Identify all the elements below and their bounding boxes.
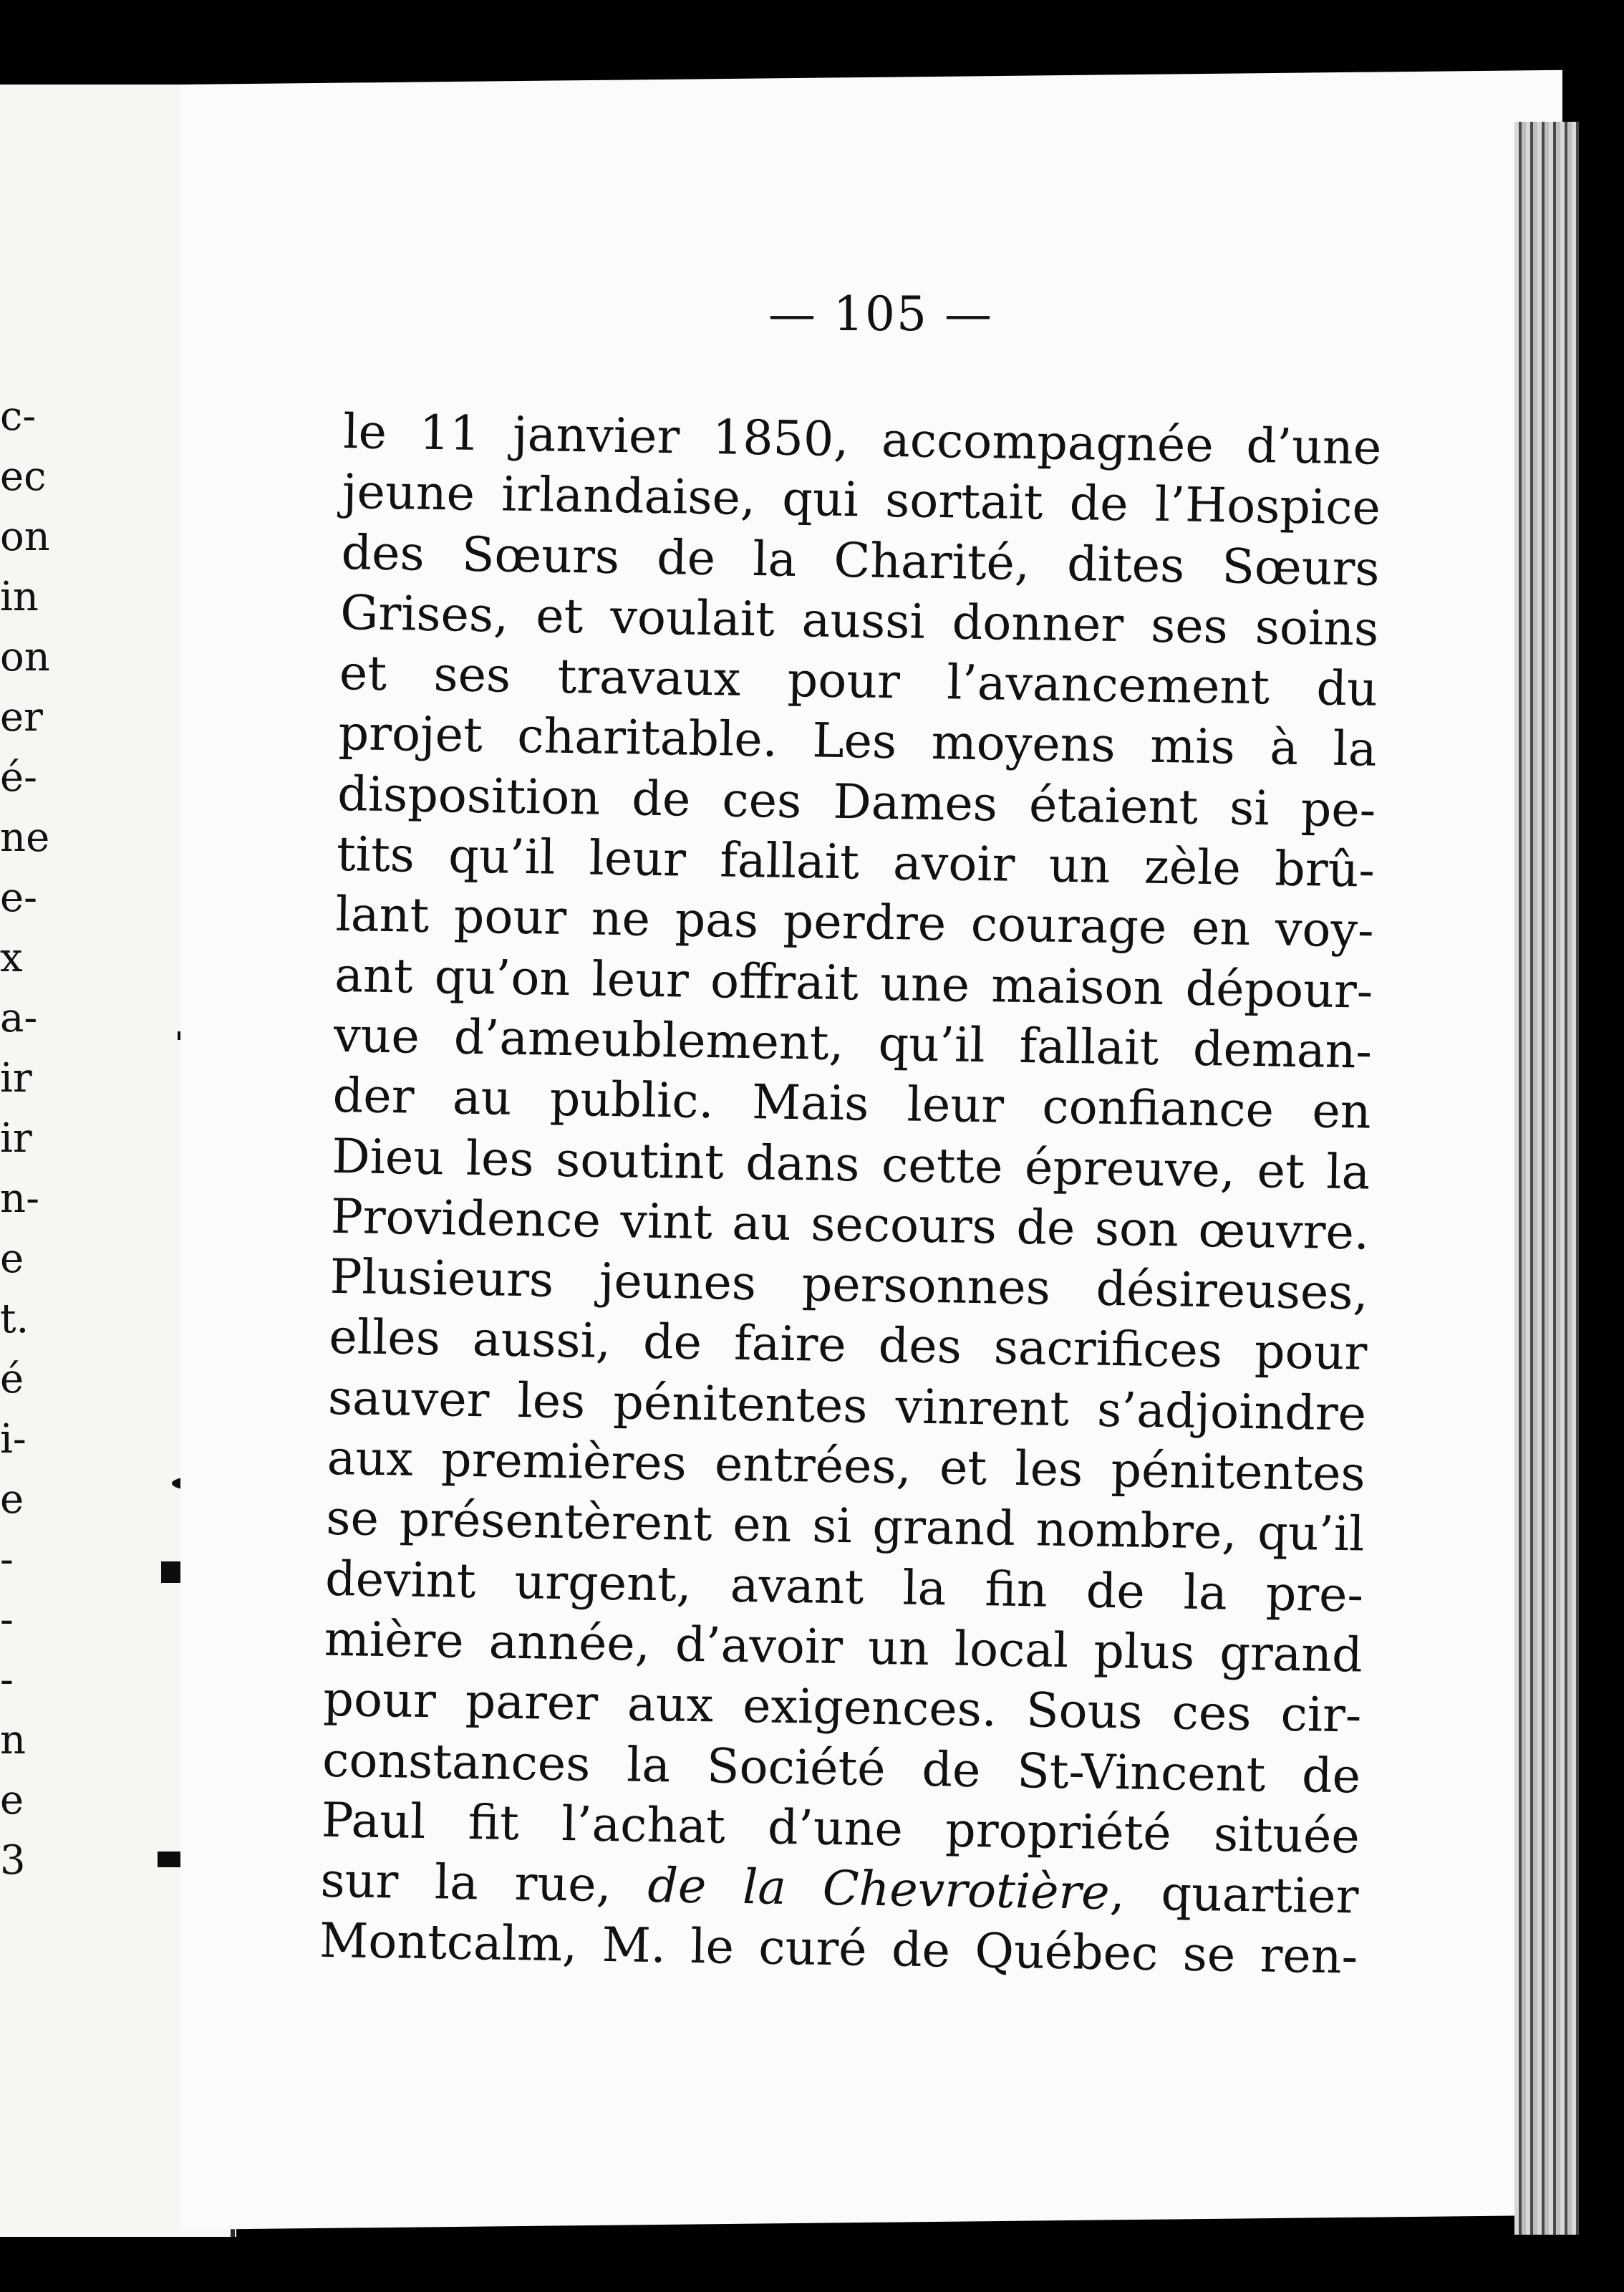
previous-page-margin-text [0, 387, 50, 1891]
text-line: tits qu’il leur fallait avoir un zèle brû- [336, 826, 1376, 898]
text-line: mière année, d’avoir un local plus grand [324, 1610, 1363, 1683]
text-line: le 11 janvier 1850, accompagnée d’une [342, 403, 1382, 476]
margin-fragment: e- [0, 875, 38, 921]
text-line: constances la Société de St-Vincent de [322, 1731, 1361, 1804]
text-line: ant qu’on leur offrait une maison dépour- [334, 946, 1373, 1019]
text-line: vue d’ameublement, qu’il fallait deman- [333, 1006, 1373, 1079]
margin-fragment: 3 [0, 1837, 26, 1884]
margin-fragment: e [0, 1476, 24, 1523]
margin-fragment: n- [0, 1175, 39, 1222]
text-line: projet charitable. Les moyens mis à la [338, 705, 1378, 778]
text-line: des Sœurs de la Charité, dites Sœurs [341, 524, 1381, 597]
text-line: et ses travaux pour l’avancement du [339, 645, 1378, 717]
text-line: Dieu les soutint dans cette épreuve, et la [331, 1127, 1371, 1200]
margin-fragment: i- [0, 1416, 26, 1463]
margin-fragment: on [0, 514, 50, 560]
text-line: Grises, et voulait aussi donner ses soins [339, 584, 1379, 657]
page-number: — 105 — [768, 286, 993, 342]
text-line: elles aussi, de faire des sacrifices pour [328, 1309, 1368, 1382]
margin-fragment: ec [0, 453, 47, 500]
text-line: se présentèrent en si grand nombre, qu’il [325, 1490, 1365, 1562]
text-line: Providence vint au secours de son œuvre. [330, 1188, 1370, 1261]
margin-fragment: ne [0, 814, 50, 861]
text-line: Montcalm, M. le curé de Québec se ren- [319, 1912, 1358, 1985]
margin-fragment: é- [0, 754, 38, 801]
margin-fragment: t. [0, 1296, 29, 1342]
margin-fragment: é [0, 1356, 24, 1402]
body-text [319, 401, 1382, 1987]
text-line: pour parer aux exigences. Sous ces cir- [322, 1671, 1362, 1743]
text-line: disposition de ces Dames étaient si pe- [337, 765, 1376, 838]
margin-fragment: n [0, 1717, 26, 1763]
text-line: aux premières entrées, et les pénitentes [327, 1429, 1366, 1502]
margin-fragment: a- [0, 995, 38, 1041]
margin-fragment: in [0, 574, 39, 620]
margin-fragment: e [0, 1236, 24, 1282]
margin-fragment: er [0, 694, 43, 741]
text-segment: sur la rue, [319, 1852, 649, 1914]
text-line: Plusieurs jeunes personnes désireuses, [329, 1248, 1369, 1321]
margin-fragment: ir [0, 1115, 32, 1162]
text-line: devint urgent, avant la fin de la pre- [324, 1550, 1364, 1623]
text-line: sauver les pénitentes vinrent s’adjoindre [327, 1369, 1367, 1442]
text-segment: , quartier [1108, 1864, 1359, 1925]
text-line: der au public. Mais leur confiance en [332, 1067, 1372, 1140]
text-line: jeune irlandaise, qui sortait de l’Hospice [342, 463, 1381, 536]
text-line: lant pour ne pas perdre courage en voy- [335, 886, 1375, 959]
street-name: de la Chevrotière [647, 1857, 1111, 1921]
margin-fragment: - [0, 1536, 14, 1583]
text-line: Paul fit l’achat d’une propriété située [321, 1791, 1360, 1864]
margin-fragment: - [0, 1597, 14, 1643]
margin-fragment: - [0, 1657, 14, 1703]
margin-fragment: x [0, 935, 23, 981]
margin-fragment: e [0, 1777, 24, 1824]
margin-fragment: c- [0, 393, 37, 440]
margin-fragment: ir [0, 1055, 32, 1102]
page-stack-edge [1514, 122, 1579, 2235]
margin-fragment: on [0, 634, 50, 680]
